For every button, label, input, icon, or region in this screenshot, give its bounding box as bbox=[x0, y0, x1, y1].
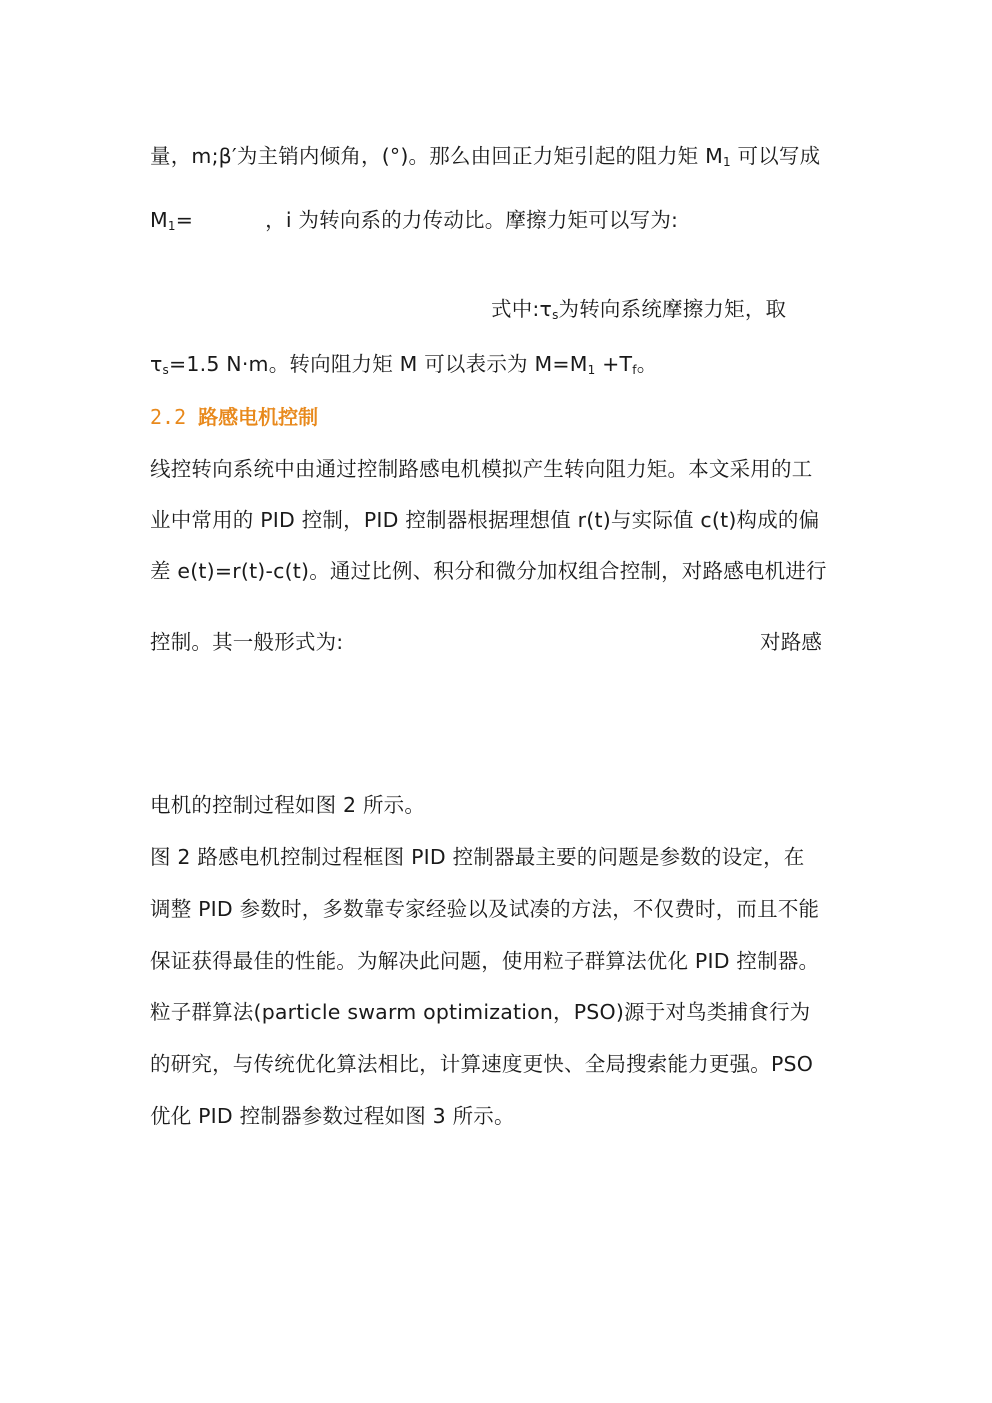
line-3-text-end: 为转向系统摩擦力矩，取 bbox=[558, 297, 787, 321]
paragraph-line-12: 保证获得最佳的性能。为解决此问题，使用粒子群算法优化 PID 控制器。 bbox=[150, 949, 820, 973]
line-2-text: M bbox=[150, 208, 168, 232]
paragraph-line-6: 业中常用的 PID 控制，PID 控制器根据理想值 r(t)与实际值 c(t)构成的偏 bbox=[150, 508, 820, 532]
paragraph-line-9: 电机的控制过程如图 2 所示。 bbox=[150, 793, 426, 817]
line-1-text-end: 可以写成 bbox=[730, 144, 821, 168]
line-2-subscript: 1 bbox=[167, 219, 176, 233]
line-4-subscript-f: f bbox=[632, 363, 637, 377]
line-3-text: 式中:τ bbox=[491, 297, 553, 321]
paragraph-line-2 bbox=[150, 207, 678, 233]
paragraph-line-5: 线控转向系统中由通过控制路感电机模拟产生转向阻力矩。本文采用的工 bbox=[150, 457, 813, 481]
paragraph-line-8-end: 对路感 bbox=[760, 630, 823, 654]
section-number: 2.2 bbox=[150, 405, 187, 429]
line-2-equals: = bbox=[175, 208, 194, 232]
paragraph-line-14: 的研究，与传统优化算法相比，计算速度更快、全局搜索能力更强。PSO bbox=[150, 1052, 814, 1076]
line-2-text-end: ，i 为转向系的力传动比。摩擦力矩可以写为: bbox=[265, 208, 679, 232]
line-4-subscript-1: 1 bbox=[587, 363, 596, 377]
paragraph-line-15: 优化 PID 控制器参数过程如图 3 所示。 bbox=[150, 1104, 515, 1128]
section-title: 路感电机控制 bbox=[198, 405, 319, 429]
paragraph-line-1 bbox=[150, 143, 820, 169]
paragraph-line-13: 粒子群算法(particle swarm optimization，PSO)源于对鸟类捕食行为 bbox=[150, 1000, 811, 1024]
paragraph-line-4 bbox=[150, 351, 657, 377]
paragraph-line-3 bbox=[491, 296, 786, 322]
line-4-end: 。 bbox=[636, 352, 658, 376]
section-heading bbox=[150, 404, 318, 430]
line-3-subscript: s bbox=[552, 308, 559, 322]
line-4-subscript-s: s bbox=[162, 363, 169, 377]
line-4-tau: τ bbox=[150, 352, 163, 376]
line-4-text: =1.5 N·m。转向阻力矩 M 可以表示为 M=M bbox=[169, 352, 588, 376]
paragraph-line-7: 差 e(t)=r(t)-c(t)。通过比例、积分和微分加权组合控制，对路感电机进行 bbox=[150, 559, 827, 583]
line-1-subscript: 1 bbox=[722, 155, 731, 169]
paragraph-line-11: 调整 PID 参数时，多数靠专家经验以及试凑的方法，不仅费时，而且不能 bbox=[150, 897, 820, 921]
paragraph-line-8: 控制。其一般形式为: bbox=[150, 630, 344, 654]
paragraph-line-10: 图 2 路感电机控制过程框图 PID 控制器最主要的问题是参数的设定，在 bbox=[150, 845, 805, 869]
line-1-text: 量，m;β′为主销内倾角，(°)。那么由回正力矩引起的阻力矩 M bbox=[150, 144, 723, 168]
line-4-plus: +T bbox=[595, 352, 633, 376]
